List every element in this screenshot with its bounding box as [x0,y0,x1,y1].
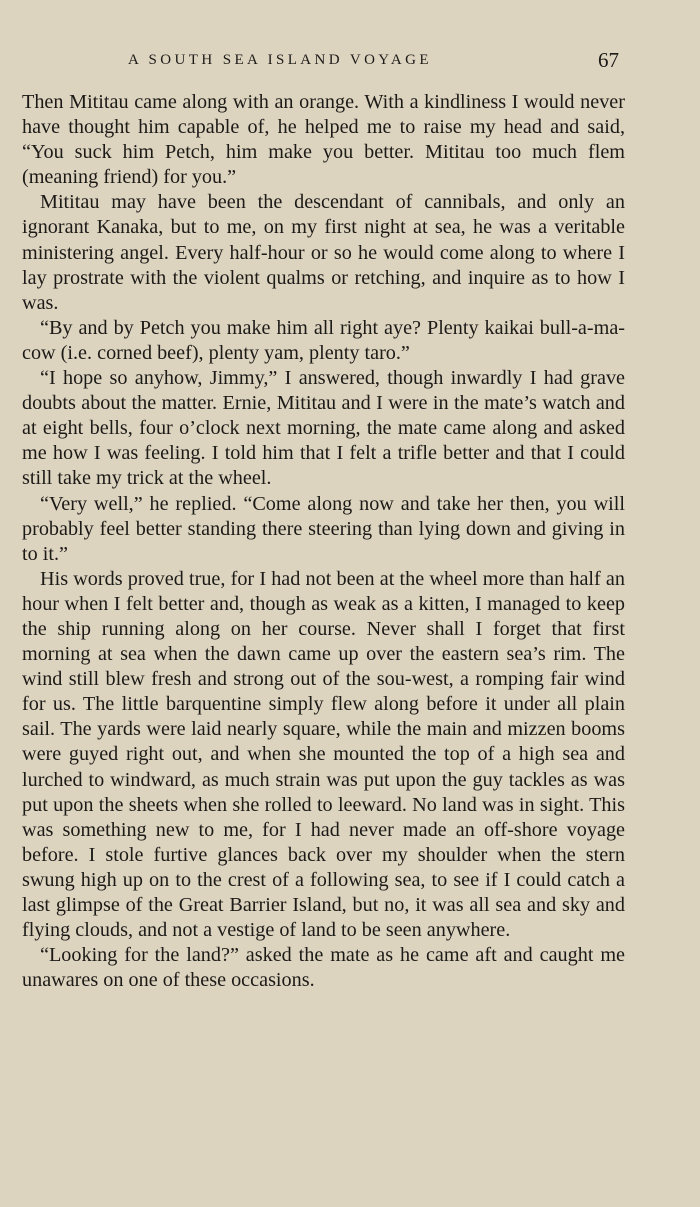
paragraph: “Looking for the land?” asked the mate as he came aft and caught me unawares on one of these occasions. [22,944,625,992]
paragraph: “By and by Petch you make him all right aye? Plenty kaikai bull-a-ma-cow (i.e. corned beef), plenty yam, plenty taro.” [22,316,625,364]
page-number: 67 [598,48,619,72]
page-header [0,48,700,78]
paragraph: Mititau may have been the descendant of cannibals, and only an ignorant Kanaka, but to me, on my first night at sea, he was a veritable ministering angel. Every half-hour or so he would come along to where I lay prostrate with the violent qualms or retching, and inquire as to how I was. [22,191,625,314]
paragraph: “I hope so anyhow, Jimmy,” I answered, though inwardly I had grave doubts about the matter. Ernie, Mititau and I were in the mate’s watch and at eight bells, four o’clock next morning, the mate came along and asked me how I was feeling. I told him that I felt a trifle better and that I could still take my trick at the wheel. [22,367,625,490]
body-text [22,90,625,993]
paragraph: Then Mititau came along with an orange. With a kindliness I would never have thought him capable of, he helped me to raise my head and said, “You suck him Petch, him make you better. Mititau too much flem (meaning friend) for you.” [22,91,625,189]
paragraph: His words proved true, for I had not been at the wheel more than half an hour when I felt better and, though as weak as a kitten, I managed to keep the ship running along on her course. Never shall I forget that first morning at sea when the dawn came up over the eastern sea’s rim. The wind still blew fresh and strong out of the sou-west, a romping fair wind for us. The little barquentine simply flew along before it under all plain sail. The yards were laid nearly square, while the main and mizzen booms were guyed right out, and when she mounted the top of a high sea and lurched to windward, as much strain was put upon the guy tackles as was put upon the sheets when she rolled to leeward. No land was in sight. This was something new to me, for I had never made an off-shore voyage before. I stole furtive glances back over my shoulder when the stern swung high up on to the crest of a following sea, to see if I could catch a last glimpse of the Great Barrier Island, but no, it was all sea and sky and flying clouds, and not a vestige of land to be seen anywhere. [22,567,625,942]
paragraph: “Very well,” he replied. “Come along now and take her then, you will probably feel better standing there steering than lying down and giving in to it.” [22,492,625,565]
running-title: A SOUTH SEA ISLAND VOYAGE [128,52,432,68]
